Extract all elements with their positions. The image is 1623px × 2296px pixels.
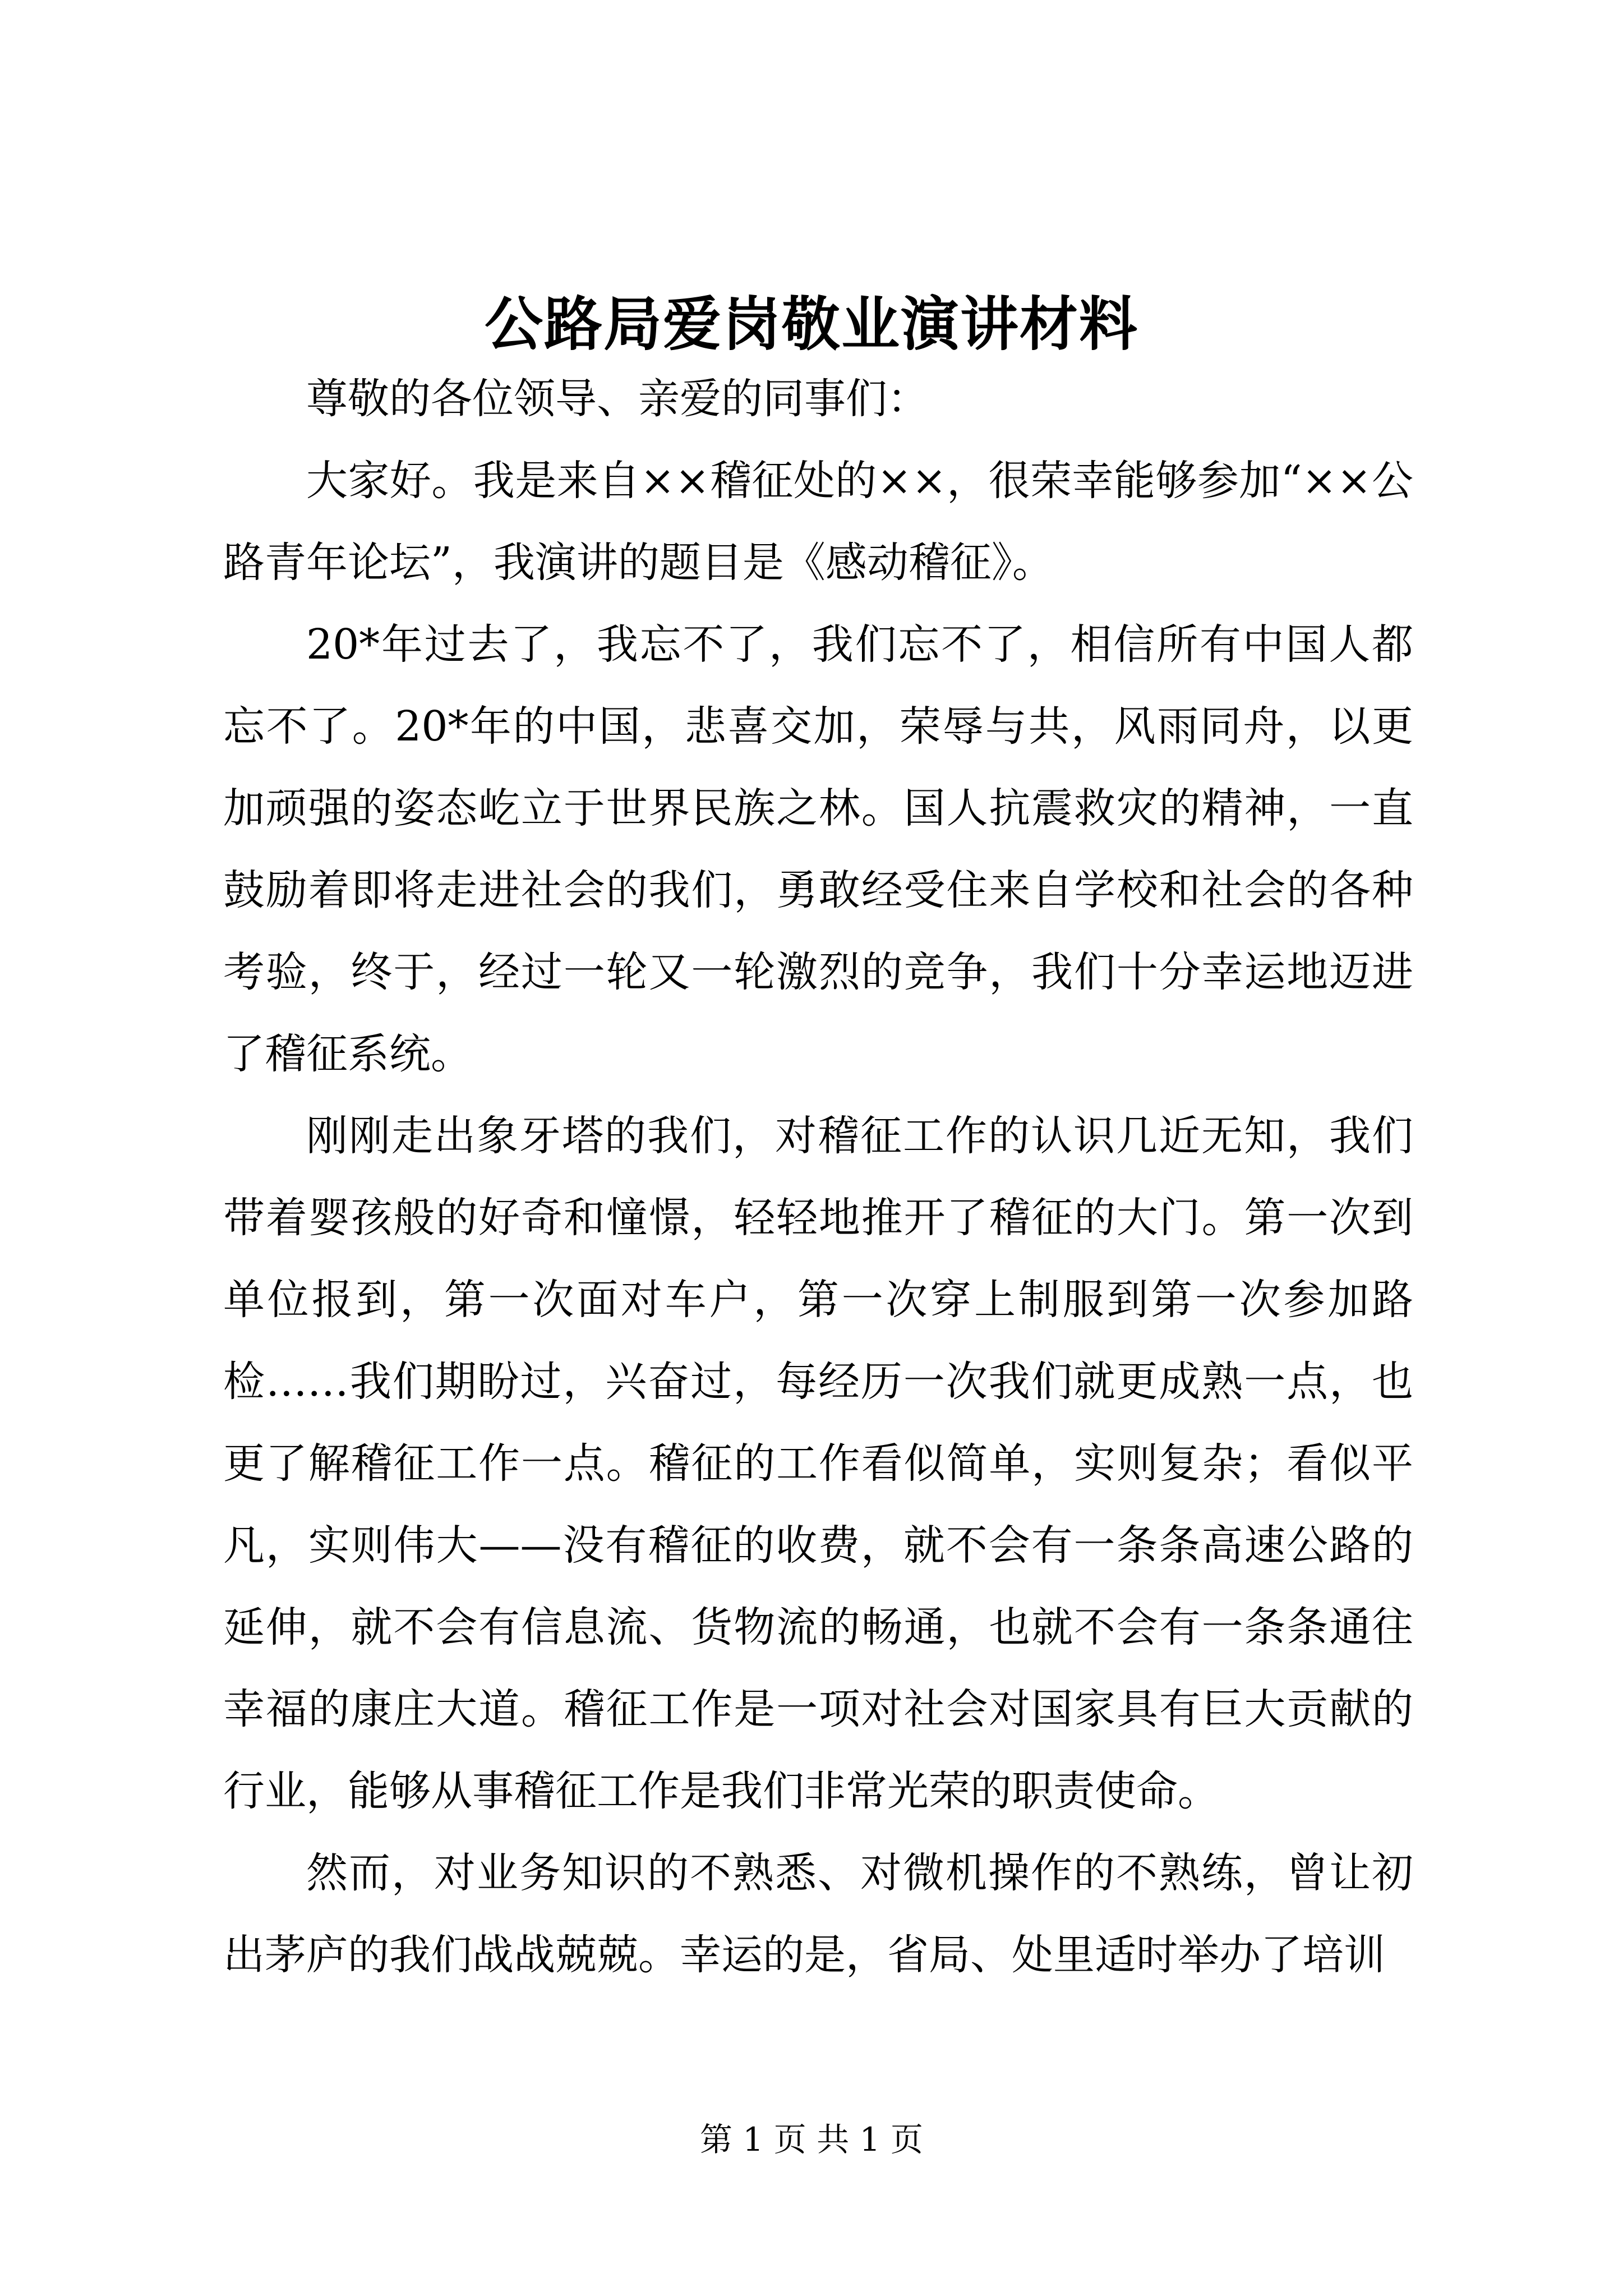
document-body [223, 358, 1413, 1996]
paragraph-training: 然而，对业务知识的不熟悉、对微机操作的不熟练，曾让初出茅庐的我们战战兢兢。幸运的是，省局、处里适时举办了培训 [223, 1849, 1413, 1979]
paragraph-introduction: 大家好。我是来自××稽征处的××，很荣幸能够参加“××公路青年论坛”，我演讲的题目是《感动稽征》。 [223, 457, 1413, 587]
paragraph-work-experience: 刚刚走出象牙塔的我们，对稽征工作的认识几近无知，我们带着婴孩般的好奇和憧憬，轻轻地推开了稽征的大门。第一次到单位报到，第一次面对车户，第一次穿上制服到第一次参加路检……我们期盼过，兴奋过，每经历一次我们就更成熟一点，也更了解稽征工作一点。稽征的工作看似简单，实则复杂；看似平凡，实则伟大——没有稽征的收费，就不会有一条条高速公路的延伸，就不会有信息流、货物流的畅通，也就不会有一条条通往幸福的康庄大道。稽征工作是一项对社会对国家具有巨大贡献的行业，能够从事稽征工作是我们非常光荣的职责使命。 [223, 1112, 1413, 1815]
page-footer: 第 1 页 共 1 页 [700, 2120, 923, 2159]
paragraph-year-review: 20*年过去了，我忘不了，我们忘不了，相信所有中国人都忘不了。20*年的中国，悲喜交加，荣辱与共，风雨同舟，以更加顽强的姿态屹立于世界民族之林。国人抗震救灾的精神，一直鼓励着即将走进社会的我们，勇敢经受住来自学校和社会的各种考验，终于，经过一轮又一轮激烈的竞争，我们十分幸运地迈进了稽征系统。 [223, 620, 1413, 1078]
paragraph-salutation: 尊敬的各位领导、亲爱的同事们： [306, 375, 929, 423]
document-title: 公路局爱岗敬业演讲材料 [484, 289, 1138, 358]
